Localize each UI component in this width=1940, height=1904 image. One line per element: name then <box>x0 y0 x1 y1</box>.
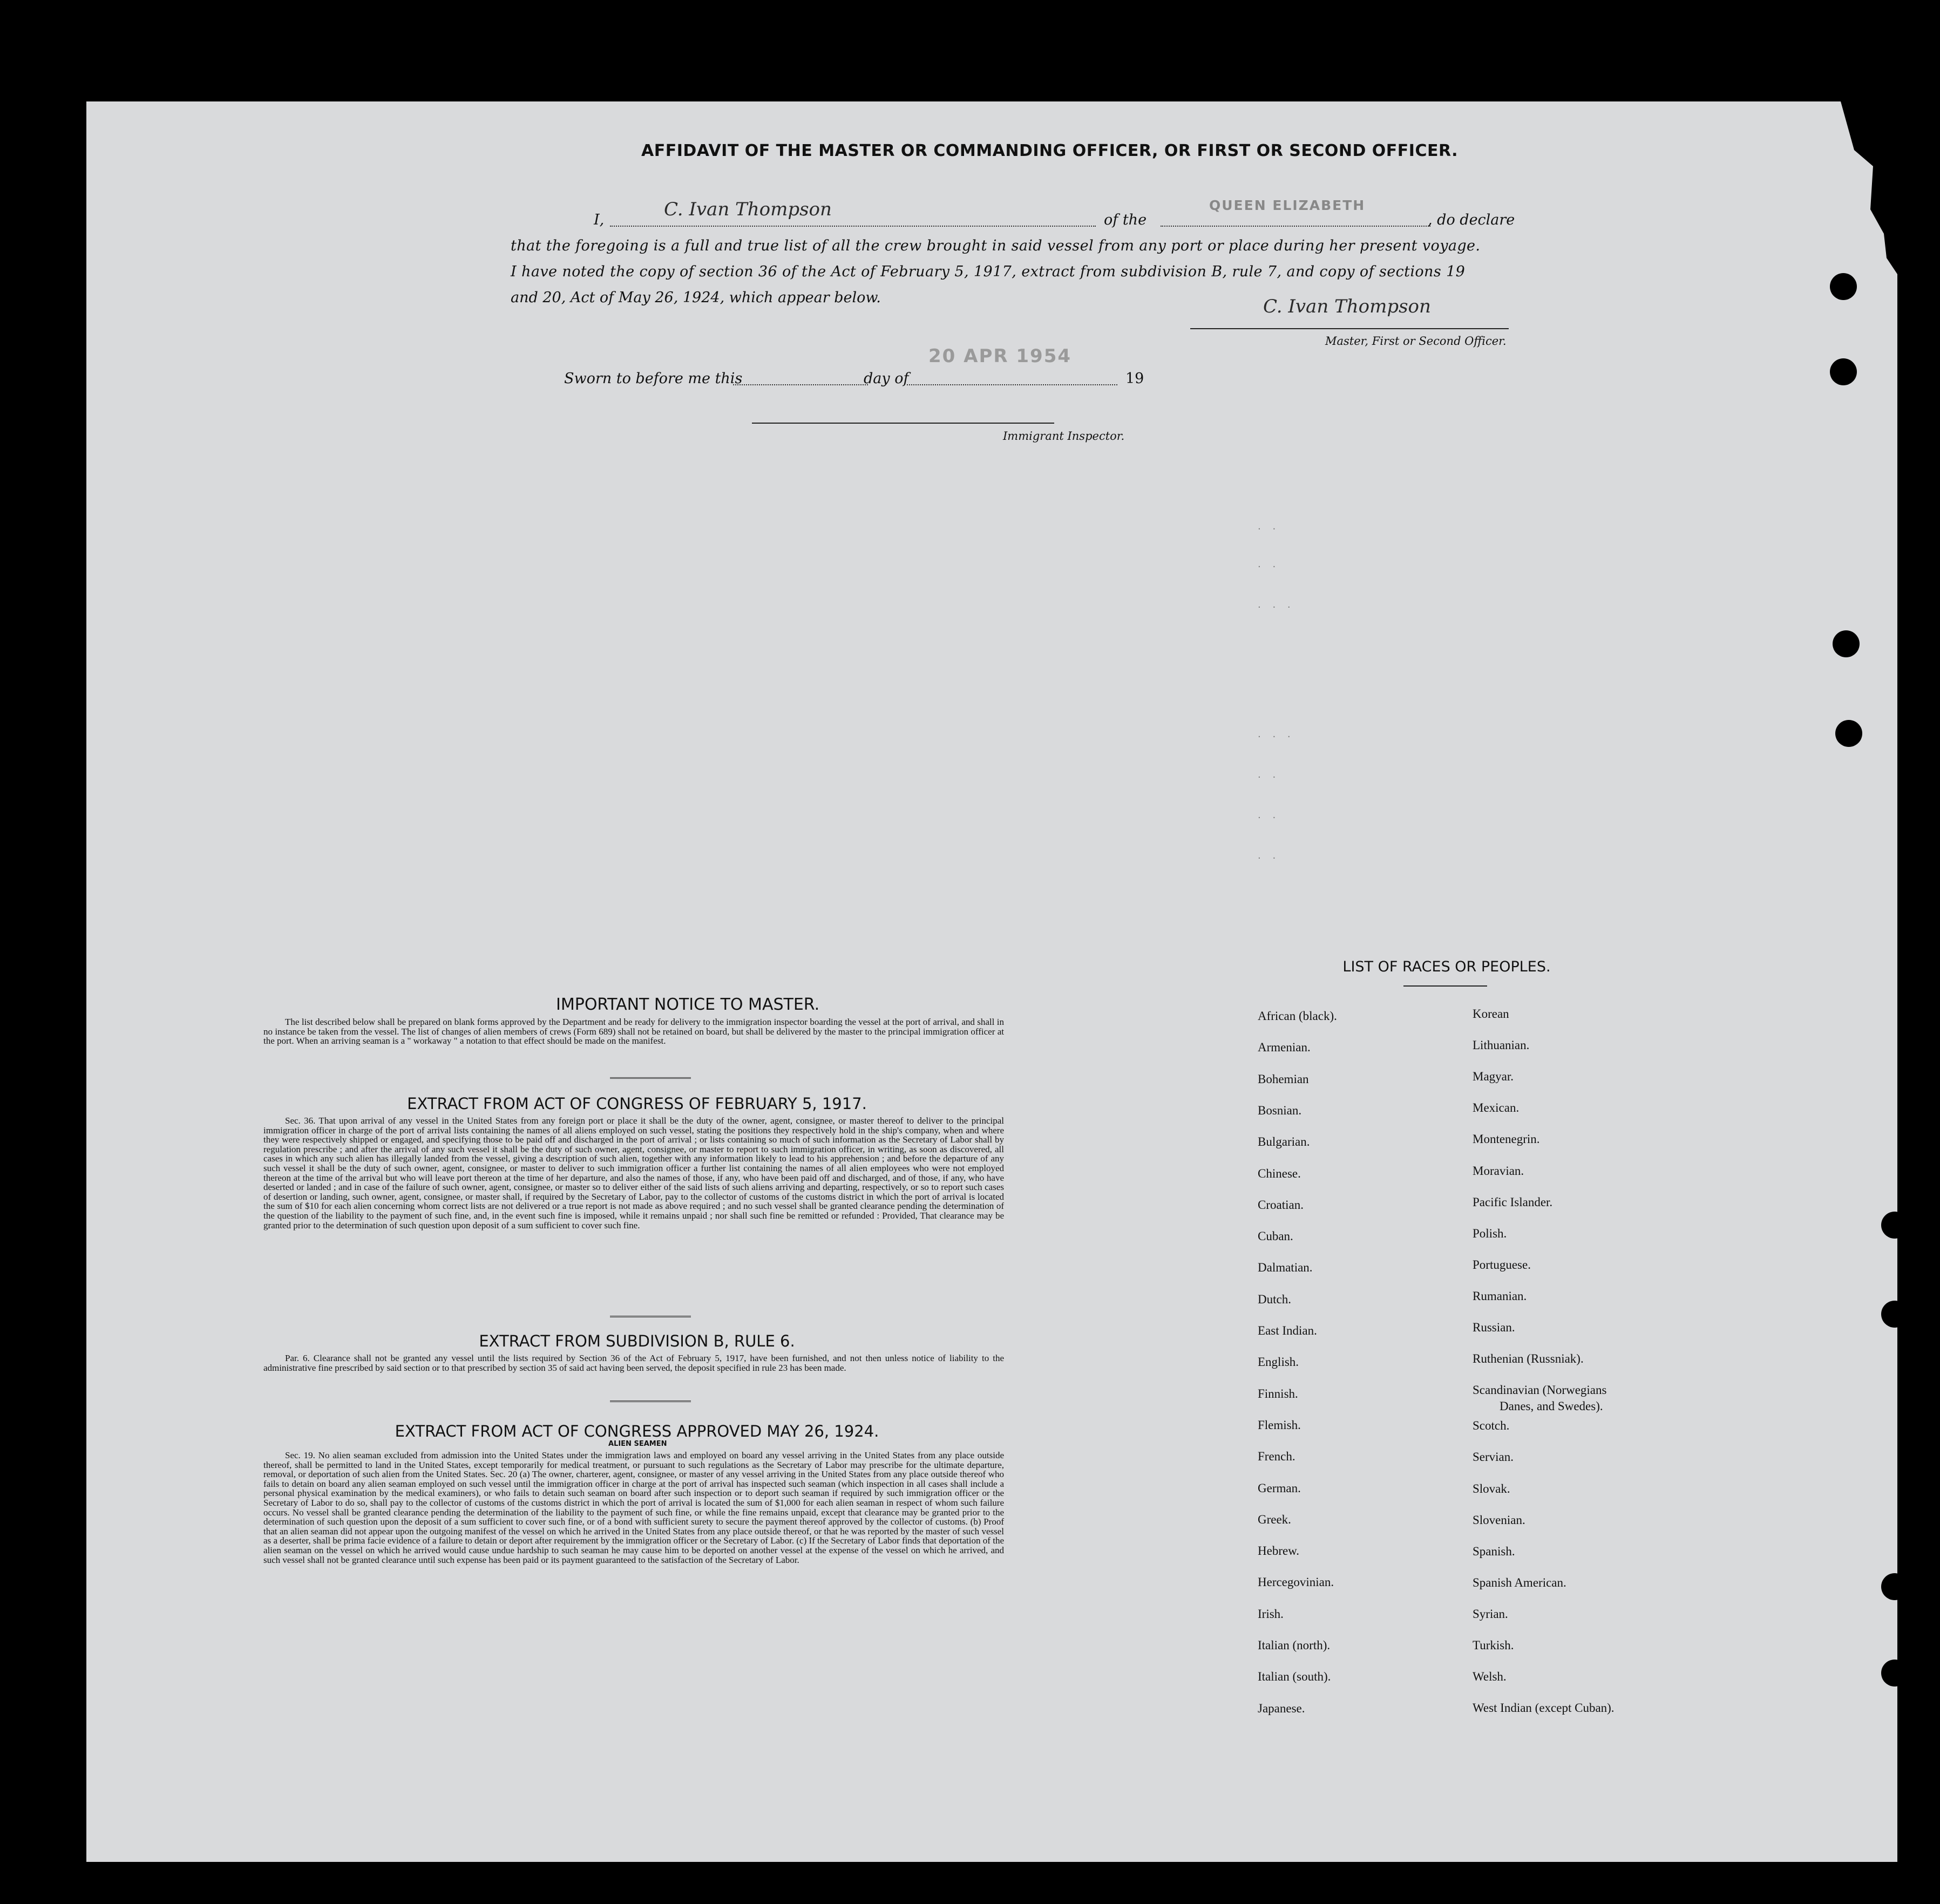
race-item: Greek. <box>1258 1512 1291 1526</box>
race-item: Finnish. <box>1258 1386 1298 1400</box>
extract-1924-heading: EXTRACT FROM ACT OF CONGRESS APPROVED MAY 26, 1924. <box>395 1422 879 1440</box>
race-item: Cuban. <box>1258 1229 1293 1243</box>
alien-seamen-subheading: ALIEN SEAMEN <box>608 1440 667 1448</box>
bleed-through-dots: · · <box>1258 812 1280 824</box>
race-item: Chinese. <box>1258 1166 1301 1180</box>
master-signature: C. Ivan Thompson <box>1263 296 1431 317</box>
race-item: German. <box>1258 1481 1301 1495</box>
bleed-through-dots: · · <box>1258 523 1280 535</box>
race-item: Italian (south). <box>1258 1670 1331 1684</box>
officer-name-handwritten: C. Ivan Thompson <box>664 199 832 220</box>
master-label: Master, First or Second Officer. <box>1325 335 1507 348</box>
race-item: Pacific Islander. <box>1473 1195 1553 1209</box>
inspector-label: Immigrant Inspector. <box>1003 430 1125 443</box>
do-declare-label: , do declare <box>1428 212 1515 228</box>
race-item: Magyar. <box>1473 1070 1514 1084</box>
punch-hole <box>1881 1660 1908 1687</box>
name-line <box>610 226 1096 227</box>
race-item: Hebrew. <box>1258 1544 1300 1558</box>
race-item: Bohemian <box>1258 1072 1309 1086</box>
section-divider <box>610 1316 691 1317</box>
notice-heading: IMPORTANT NOTICE TO MASTER. <box>556 995 820 1014</box>
race-item: Syrian. <box>1473 1607 1508 1621</box>
race-item: Turkish. <box>1473 1638 1514 1652</box>
date-stamp: 20 APR 1954 <box>928 345 1072 367</box>
race-item: West Indian (except Cuban). <box>1473 1701 1615 1715</box>
extract-1917-text: Sec. 36. That upon arrival of any vessel in the United States from any foreign port or place it shall be the duty of the owner, agent, consignee, or master thereof to deliver to the principal immigration officer in charge of the port of arrival lists containing the names of all aliens employed on such vessel, stating the positions they respectively hold in the ship's company, when and where they were respectively shipped or engaged, and specifying those to be paid off and discharged in the port of arrival ; or lists containing so much of such information as the Secretary of Labor shall by regulation prescribe ; and after the arrival of any such vessel it shall be the duty of such owner, agent, consignee, or master to report to such immigration officer, in writing, as soon as discovered, all cases in which any such alien has illegally landed from the vessel, giving a description of such alien, together with any information likely to lead to his apprehension ; and before the departure of any such vessel it shall be the duty of such owner, agent, consignee, or master to deliver to such immigration officer a further list containing the names of all alien employees who were not employed thereon at the time of the arrival but who will leave port thereon at the time of her departure, and also the names of those, if any, who have been paid off and discharged, and of those, if any, who have deserted or landed ; and in case of the failure of such owner, agent, consignee, or master so to deliver either of the said lists of such aliens arriving and departing, respectively, or so to report such cases of desertion or landing, such owner, agent, consignee, or master shall, if required by the Secretary of Labor, pay to the collector of customs of the customs district in which the port of arrival is located the sum of $10 for each alien concerning whom correct lists are not delivered or a true report is not made as above required ; and no such vessel shall be granted clearance pending the determination of the question of the liability to the payment of such fine, and, in the event such fine is imposed, while it remains unpaid ; nor shall such fine be remitted or refunded : Provided, That clearance may be granted prior to the determination of such question upon deposit of a sum sufficient to cover such fine. <box>263 1116 1004 1230</box>
race-item: Russian. <box>1473 1321 1515 1334</box>
races-divider <box>1403 985 1487 987</box>
of-the-label: of the <box>1104 212 1147 228</box>
affidavit-line-4: and 20, Act of May 26, 1924, which appear below. <box>511 289 881 306</box>
bleed-through-dots: · · · <box>1258 602 1295 613</box>
race-item: Slovenian. <box>1473 1513 1525 1527</box>
day-of-label: day of <box>864 370 909 387</box>
bleed-through-dots: · · <box>1258 772 1280 783</box>
punch-hole <box>1881 1212 1908 1239</box>
bleed-through-dots: · · <box>1258 853 1280 864</box>
extract-1924-text: Sec. 19. No alien seaman excluded from admission into the United States under the immigration laws and employed on board any vessel arriving in the United States from any place outside thereof, shall be permitted to land in the United States, except temporarily for medical treatment, or pursuant to such regulations as the Secretary of Labor may prescribe for the ultimate departure, removal, or deportation of such alien from the United States. Sec. 20 (a) The owner, charterer, agent, consignee, or master of any vessel arriving in the United States from any place outside thereof who fails to detain on board any alien seaman employed on such vessel until the immigration officer in charge at the port of arrival has inspected such seaman (which inspection in all cases shall include a personal physical examination by the medical examiners), or who fails to detain such seaman on board after such inspection or to deport such seaman if required by such immigration officer or the Secretary of Labor to do so, shall pay to the collector of customs of the customs district in which the port of arrival is located the sum of $1,000 for each alien seaman in respect of whom such failure occurs. No vessel shall be granted clearance pending the determination of the liability to the payment of such fine, or while the fine remains unpaid, except that clearance may be granted prior to the determination of such question upon the deposit of a sum sufficient to cover such fine, or of a bond with sufficient surety to secure the payment thereof approved by the collector of customs. (b) Proof that an alien seaman did not appear upon the outgoing manifest of the vessel on which he arrived in the United States from any place outside thereof, or that he was reported by the master of such vessel as a deserter, shall be prima facie evidence of a failure to detain or deport after requirement by the immigration officer or the Secretary of Labor. (c) If the Secretary of Labor finds that deportation of the alien seaman on the vessel on which he arrived would cause undue hardship to such seaman he may cause him to be deported on another vessel at the expense of the vessel on which he arrived, and such vessel shall not be granted clearance until such expense has been paid or its payment guaranteed to the satisfaction of the Secretary of Labor. <box>263 1450 1004 1565</box>
race-item: Slovak. <box>1473 1481 1510 1495</box>
vessel-line <box>1161 226 1430 227</box>
race-item: Dutch. <box>1258 1292 1291 1306</box>
race-item: French. <box>1258 1450 1295 1464</box>
signature-line <box>1190 328 1509 329</box>
race-item: Ruthenian (Russniak). <box>1473 1352 1584 1366</box>
sworn-day-line <box>733 384 868 385</box>
race-item: Spanish. <box>1473 1544 1515 1558</box>
race-item: Scandinavian (Norwegians <box>1473 1383 1607 1397</box>
extract-1917-heading: EXTRACT FROM ACT OF CONGRESS OF FEBRUARY 5, 1917. <box>407 1094 867 1113</box>
punch-hole <box>1830 358 1857 385</box>
punch-hole <box>1881 1301 1908 1328</box>
race-item: African (black). <box>1258 1009 1337 1023</box>
sworn-month-line <box>907 384 1117 385</box>
i-label: I, <box>594 212 605 228</box>
punch-hole <box>1830 273 1857 300</box>
race-item: Welsh. <box>1473 1670 1507 1684</box>
notice-text: The list described below shall be prepared on blank forms approved by the Department and be ready for delivery to the immigration inspector boarding the vessel at the port of arrival, and shall in no instance be taken from the vessel. The list of changes of alien members of crews (Form 689) shall not be retained on board, but shall be delivered by the master to the principal immigration officer at the port. When an arriving seaman is a " workaway " a notation to that effect should be made on the manifest. <box>263 1017 1004 1046</box>
race-item: Armenian. <box>1258 1041 1311 1055</box>
bleed-through-dots: · · <box>1258 561 1280 573</box>
sworn-label: Sworn to before me this <box>564 370 743 387</box>
race-item: Hercegovinian. <box>1258 1575 1334 1589</box>
punch-hole <box>1835 720 1862 747</box>
affidavit-title: AFFIDAVIT OF THE MASTER OR COMMANDING OFFICER, OR FIRST OR SECOND OFFICER. <box>641 141 1459 160</box>
race-item: English. <box>1258 1355 1299 1369</box>
races-heading: LIST OF RACES OR PEOPLES. <box>1342 958 1551 975</box>
race-item: Bulgarian. <box>1258 1135 1310 1149</box>
section-divider <box>610 1400 691 1402</box>
section-divider <box>610 1077 691 1079</box>
subdivision-text: Par. 6. Clearance shall not be granted any vessel until the lists required by Section 36 of the Act of February 5, 1917, have been furnished, and not then unless notice of liability to the administrative fine prescribed by said section or to that prescribed by section 35 of said act having been served, the deposit specified in rule 23 has been made. <box>263 1353 1004 1373</box>
race-item: Japanese. <box>1258 1701 1305 1715</box>
vessel-name: QUEEN ELIZABETH <box>1209 198 1366 213</box>
race-item: Flemish. <box>1258 1418 1301 1432</box>
year-prefix: 19 <box>1125 370 1144 387</box>
race-item: Polish. <box>1473 1226 1507 1240</box>
punch-hole <box>1881 1573 1908 1600</box>
race-item: Servian. <box>1473 1450 1514 1464</box>
bleed-through-dots: · · · <box>1258 731 1295 743</box>
race-item: Mexican. <box>1473 1101 1520 1115</box>
inspector-line <box>752 423 1054 424</box>
affidavit-line-2: that the foregoing is a full and true list of all the crew brought in said vessel from any port or place during her present voyage. <box>511 237 1481 254</box>
race-item: Irish. <box>1258 1607 1284 1621</box>
race-item: Scotch. <box>1473 1419 1510 1433</box>
race-item: East Indian. <box>1258 1324 1317 1337</box>
race-item: Italian (north). <box>1258 1638 1331 1652</box>
race-item: Moravian. <box>1473 1164 1524 1178</box>
subdivision-heading: EXTRACT FROM SUBDIVISION B, RULE 6. <box>479 1332 795 1350</box>
race-item: Korean <box>1473 1007 1509 1021</box>
punch-hole <box>1833 630 1860 657</box>
race-item: Portuguese. <box>1473 1257 1531 1271</box>
race-continuation: Danes, and Swedes). <box>1500 1399 1603 1413</box>
race-item: Croatian. <box>1258 1198 1304 1212</box>
affidavit-line-3: I have noted the copy of section 36 of the Act of February 5, 1917, extract from subdivision B, rule 7, and copy of sections 19 <box>511 263 1466 280</box>
race-item: Rumanian. <box>1473 1289 1527 1303</box>
race-item: Dalmatian. <box>1258 1261 1313 1275</box>
race-item: Montenegrin. <box>1473 1132 1540 1146</box>
race-item: Lithuanian. <box>1473 1038 1530 1052</box>
race-item: Spanish American. <box>1473 1575 1566 1589</box>
race-item: Bosnian. <box>1258 1103 1302 1117</box>
